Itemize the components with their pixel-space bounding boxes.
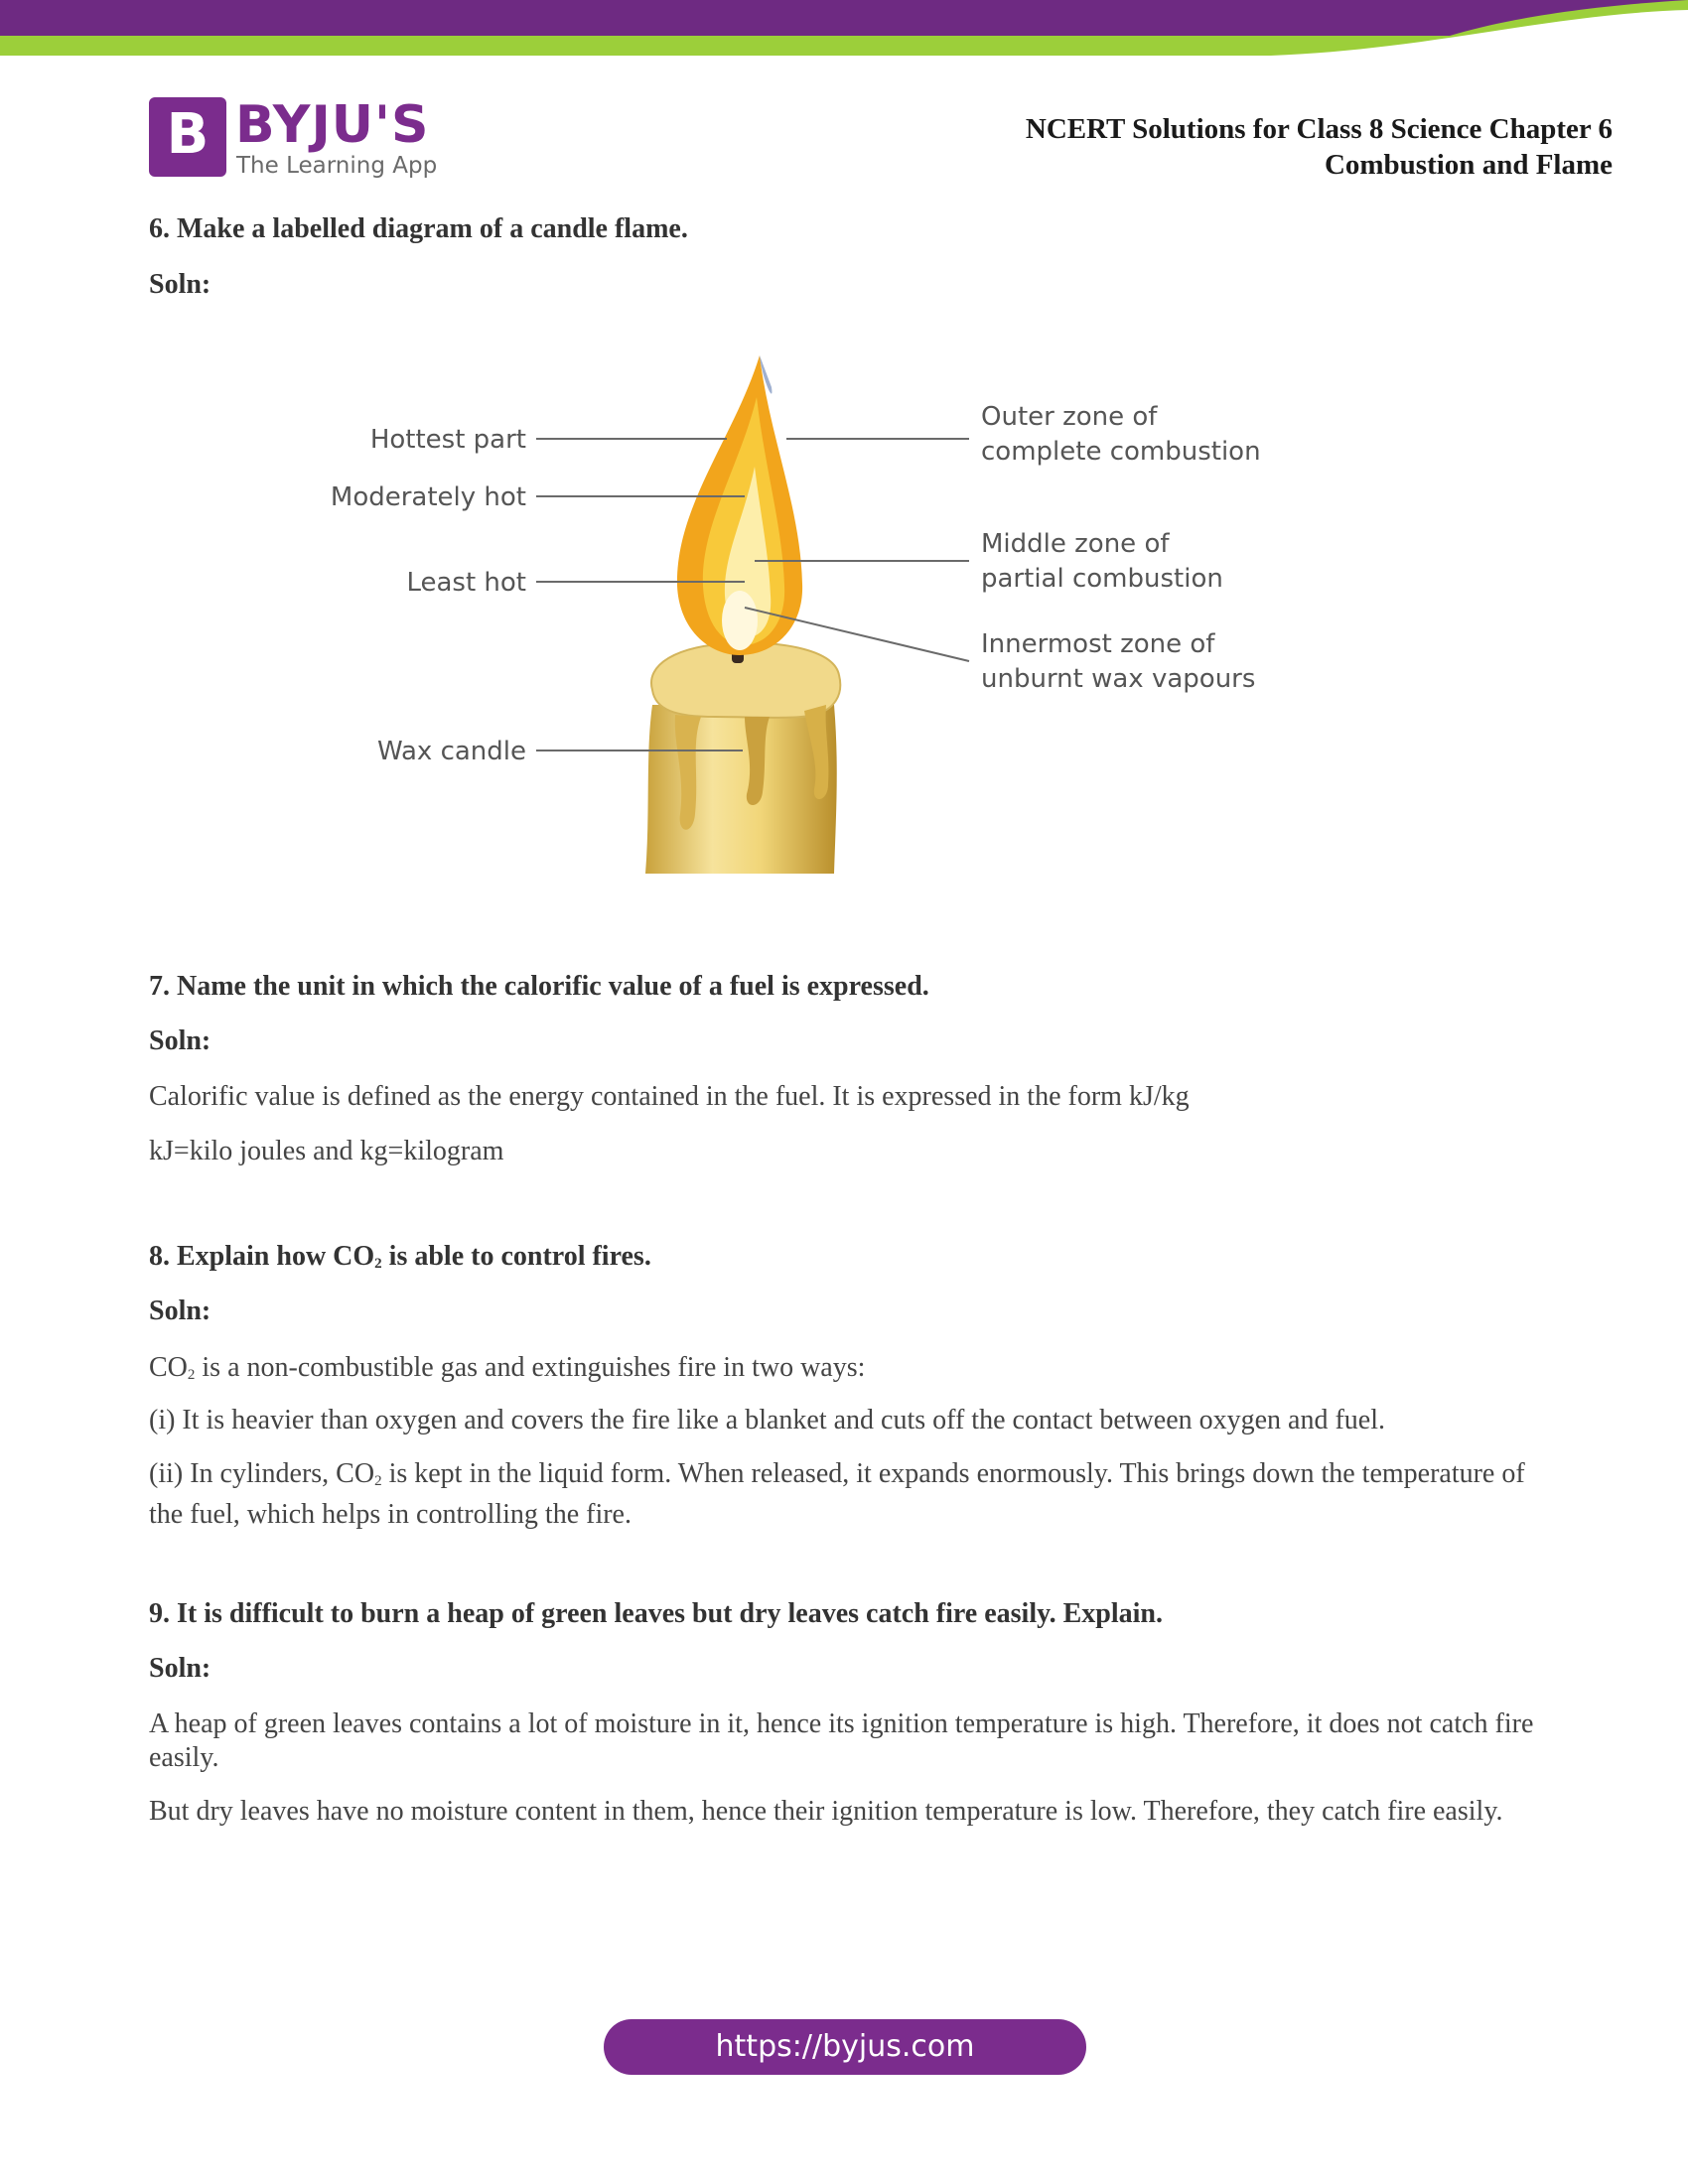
label-least-hot: Least hot: [406, 568, 526, 598]
q9-answer-paragraph-1: A heap of green leaves contains a lot of moisture in it, hence its ignition temperature is high. Therefore, it does not catch fire easily.: [149, 1708, 1534, 1773]
label-outer-zone-line2: complete combustion: [981, 437, 1261, 467]
footer-url-link[interactable]: https://byjus.com: [715, 2029, 975, 2064]
logo-letter: B: [166, 102, 210, 167]
q7-answer-paragraph-2: kJ=kilo joules and kg=kilogram: [149, 1136, 504, 1166]
q8-soln-label: Soln:: [149, 1296, 211, 1326]
question-7: 7. Name the unit in which the calorific value of a fuel is expressed.: [149, 971, 929, 1002]
wax-candle-graphic: [645, 643, 840, 874]
q8-p1-subscript: 2: [187, 1367, 196, 1383]
q8-p1-text-end: is a non-combustible gas and extinguishes fire in two ways:: [195, 1352, 866, 1383]
question-6: 6. Make a labelled diagram of a candle flame.: [149, 213, 688, 244]
q9-answer-paragraph-2: But dry leaves have no moisture content in them, hence their ignition temperature is low. Therefore, they catch fire easily.: [149, 1796, 1503, 1827]
q8-answer-paragraph-3: [149, 1457, 1539, 1532]
top-banner: [0, 0, 1688, 69]
flame-graphic: [677, 355, 802, 655]
logo-tagline: The Learning App: [236, 153, 438, 179]
header-title-line1: NCERT Solutions for Class 8 Science Chapter 6: [1025, 113, 1613, 145]
page-header-title: [1026, 111, 1613, 183]
q8-p3-text-end: is kept in the liquid form. When released, it expands enormously. This brings down the temperature of the fuel, which helps in controlling the fire.: [149, 1458, 1525, 1530]
q8-answer-paragraph-1: [149, 1351, 1539, 1392]
logo-brand-name: BYJU'S: [235, 95, 430, 155]
top-banner-purple: [0, 0, 1688, 36]
question-8: [149, 1241, 651, 1273]
q6-soln-label: Soln:: [149, 269, 211, 300]
label-hottest-part: Hottest part: [369, 425, 526, 455]
q8-answer-paragraph-2: (i) It is heavier than oxygen and covers the fire like a blanket and cuts off the contact between oxygen and fuel.: [149, 1405, 1386, 1435]
label-inner-zone-line1: Innermost zone of: [981, 629, 1215, 659]
q8-question-text-start: 8. Explain how CO: [149, 1241, 375, 1272]
question-9: 9. It is difficult to burn a heap of green leaves but dry leaves catch fire easily. Explain.: [149, 1598, 1163, 1629]
footer-url-pill[interactable]: [604, 2019, 1086, 2075]
q8-p1-text-start: CO: [149, 1352, 188, 1383]
label-wax-candle: Wax candle: [376, 737, 526, 766]
logo-badge: [149, 97, 226, 177]
label-middle-zone-line1: Middle zone of: [981, 529, 1170, 559]
label-middle-zone-line2: partial combustion: [981, 564, 1223, 594]
q8-question-text-end: is able to control fires.: [381, 1241, 651, 1272]
label-outer-zone-line1: Outer zone of: [981, 402, 1158, 432]
q8-p3-subscript: 2: [374, 1473, 382, 1489]
q9-soln-label: Soln:: [149, 1653, 211, 1684]
q8-question-subscript: 2: [374, 1256, 382, 1272]
q7-answer-paragraph-1: Calorific value is defined as the energy contained in the fuel. It is expressed in the form kJ/kg: [149, 1081, 1190, 1112]
label-inner-zone-line2: unburnt wax vapours: [981, 664, 1256, 694]
q8-p3-text-start: (ii) In cylinders, CO: [149, 1458, 375, 1489]
candle-flame-diagram: [318, 347, 1291, 903]
header-title-line2: Combustion and Flame: [1324, 149, 1613, 181]
byjus-logo: [149, 97, 437, 182]
q7-soln-label: Soln:: [149, 1025, 211, 1056]
label-moderately-hot: Moderately hot: [330, 482, 526, 512]
